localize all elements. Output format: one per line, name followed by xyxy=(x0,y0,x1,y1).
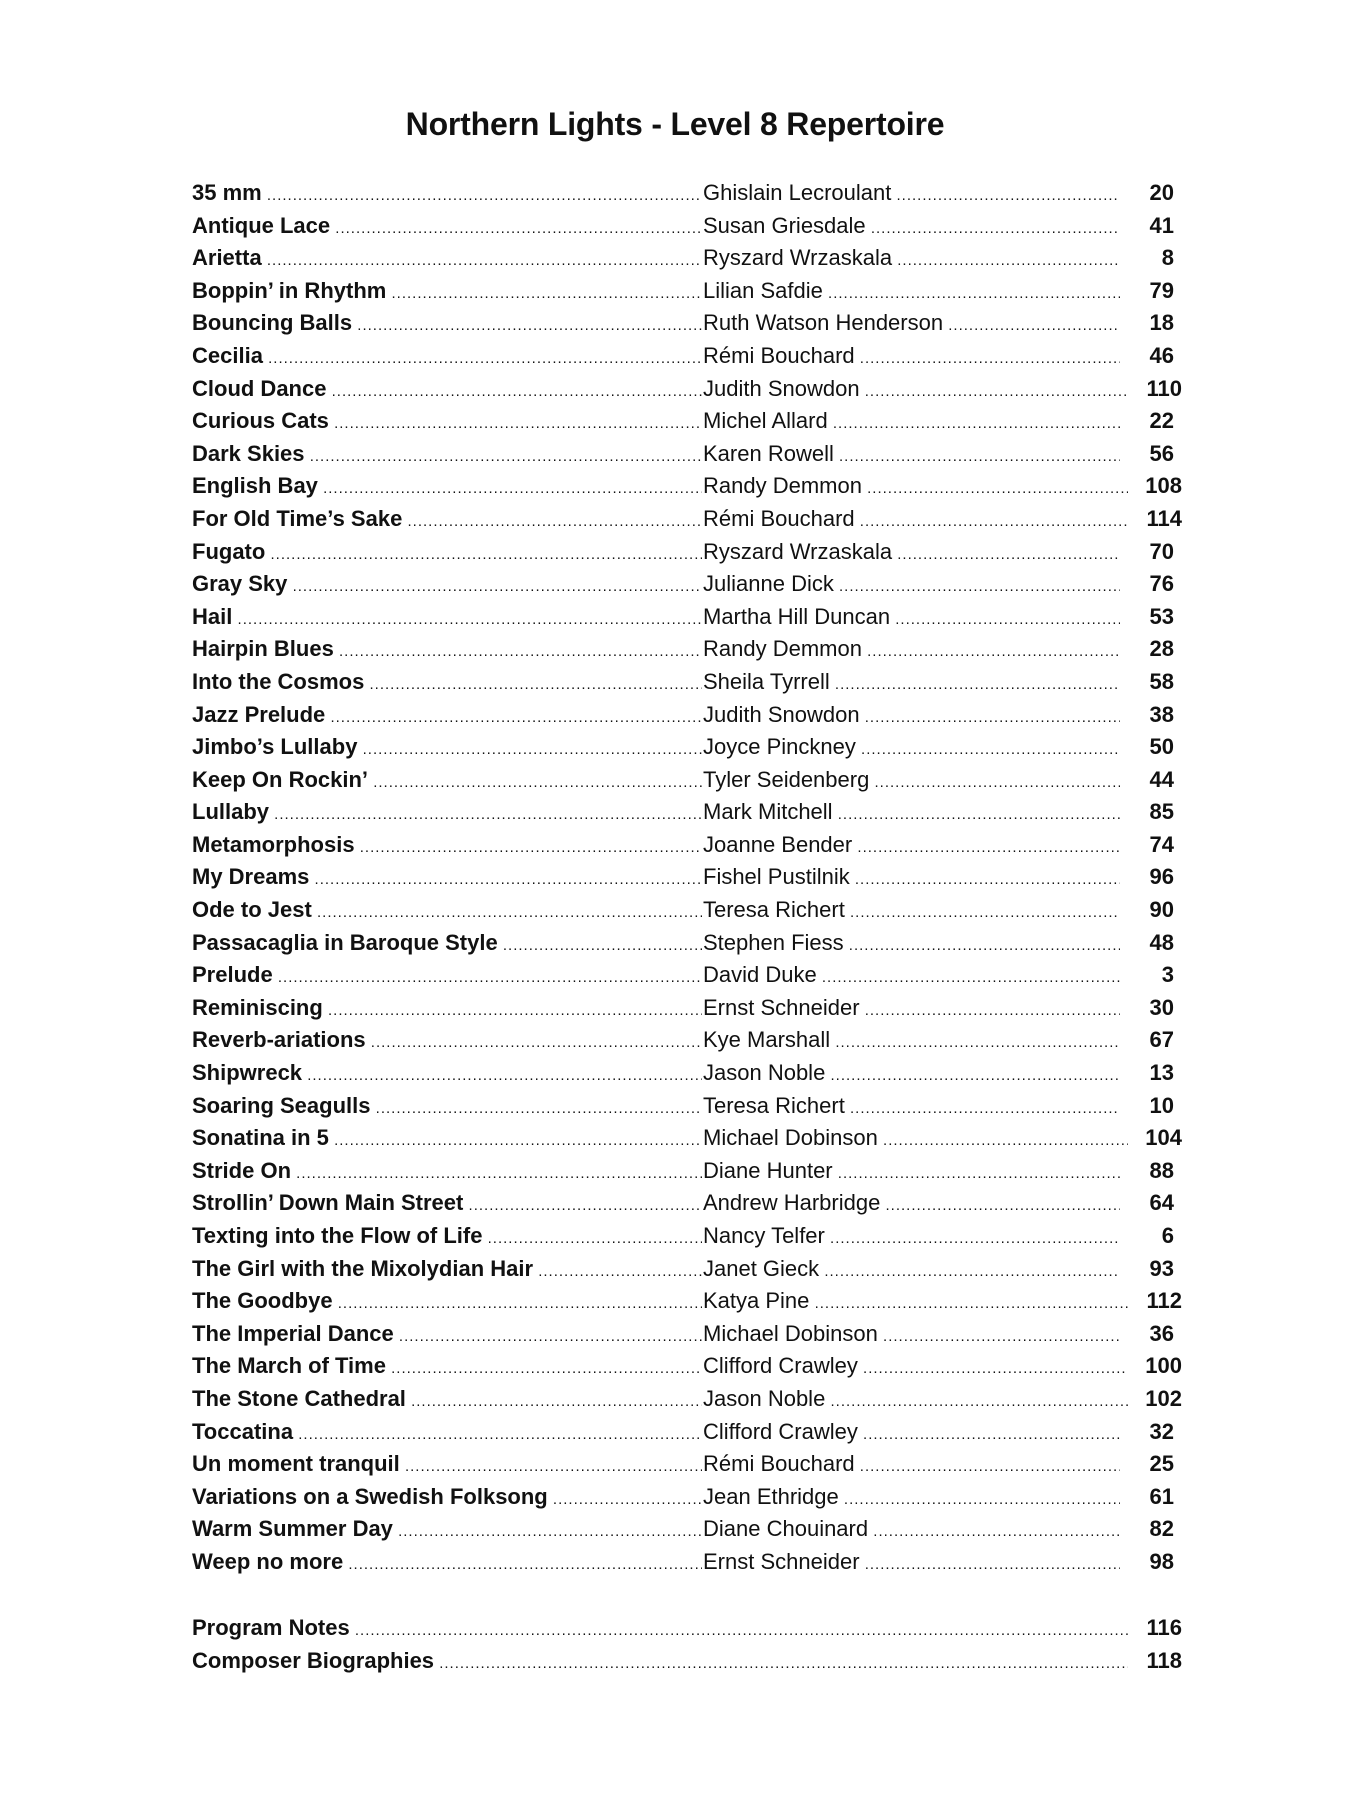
piece-title: Boppin’ in Rhythm ..... xyxy=(192,275,702,308)
page-number: 90 xyxy=(1120,894,1174,927)
piece-title: Un moment tranquil ..... xyxy=(192,1448,702,1481)
composer-name: Lilian Safdie ..... xyxy=(703,275,1128,308)
piece-title: Cecilia ..... xyxy=(192,340,702,373)
page-number: 76 xyxy=(1120,568,1174,601)
page-number: 116 xyxy=(1128,1612,1182,1645)
toc-entry xyxy=(192,1513,1182,1546)
piece-title: Shipwreck ..... xyxy=(192,1057,702,1090)
composer-name: Michael Dobinson ..... xyxy=(703,1122,1128,1155)
composer-name: Teresa Richert ..... xyxy=(703,894,1128,927)
toc-entry xyxy=(192,764,1182,797)
piece-title: Jimbo’s Lullaby ..... xyxy=(192,731,702,764)
toc-entry xyxy=(192,438,1182,471)
piece-title: Gray Sky ..... xyxy=(192,568,702,601)
piece-title: Stride On ..... xyxy=(192,1155,702,1188)
page-number: 74 xyxy=(1120,829,1174,862)
piece-title: Jazz Prelude ..... xyxy=(192,699,702,732)
piece-title: Lullaby ..... xyxy=(192,796,702,829)
piece-title: Keep On Rockin’ ..... xyxy=(192,764,702,797)
composer-name: Clifford Crawley ..... xyxy=(703,1416,1128,1449)
page-number: 114 xyxy=(1128,503,1182,536)
page-number: 32 xyxy=(1120,1416,1174,1449)
composer-name: Stephen Fiess ..... xyxy=(703,927,1128,960)
piece-title: Variations on a Swedish Folksong ..... xyxy=(192,1481,702,1514)
page-number: 28 xyxy=(1120,633,1174,666)
piece-title: Fugato ..... xyxy=(192,536,702,569)
piece-title: The Imperial Dance ..... xyxy=(192,1318,702,1351)
page-number: 48 xyxy=(1120,927,1174,960)
composer-name: Judith Snowdon ..... xyxy=(703,699,1128,732)
composer-name: David Duke ..... xyxy=(703,959,1128,992)
page-number: 30 xyxy=(1120,992,1174,1025)
toc-entry xyxy=(192,373,1182,406)
piece-title: Hail ..... xyxy=(192,601,702,634)
toc-entry xyxy=(192,633,1182,666)
piece-title: Dark Skies ..... xyxy=(192,438,702,471)
toc-entry xyxy=(192,829,1182,862)
toc-entry xyxy=(192,861,1182,894)
piece-title: Texting into the Flow of Life ..... xyxy=(192,1220,702,1253)
page-number: 22 xyxy=(1120,405,1174,438)
composer-name: Kye Marshall ..... xyxy=(703,1024,1128,1057)
toc-entry xyxy=(192,1220,1182,1253)
piece-title: Bouncing Balls ..... xyxy=(192,307,702,340)
repertoire-list xyxy=(192,177,1182,1579)
piece-title: The Stone Cathedral ..... xyxy=(192,1383,702,1416)
composer-name: Susan Griesdale ..... xyxy=(703,210,1128,243)
page-number: 20 xyxy=(1120,177,1174,210)
composer-name: Rémi Bouchard ..... xyxy=(703,503,1128,536)
page-number: 88 xyxy=(1120,1155,1174,1188)
page-number: 13 xyxy=(1120,1057,1174,1090)
back-matter-entry xyxy=(192,1645,1182,1678)
page-number: 61 xyxy=(1120,1481,1174,1514)
page-number: 56 xyxy=(1120,438,1174,471)
composer-name: Diane Hunter ..... xyxy=(703,1155,1128,1188)
page-number: 58 xyxy=(1120,666,1174,699)
composer-name: Joyce Pinckney ..... xyxy=(703,731,1128,764)
piece-title: The March of Time ..... xyxy=(192,1350,702,1383)
piece-title: The Girl with the Mixolydian Hair ..... xyxy=(192,1253,702,1286)
piece-title: Strollin’ Down Main Street ..... xyxy=(192,1187,702,1220)
page-number: 70 xyxy=(1120,536,1174,569)
toc-entry xyxy=(192,1253,1182,1286)
piece-title: Hairpin Blues ..... xyxy=(192,633,702,666)
piece-title: 35 mm ..... xyxy=(192,177,702,210)
piece-title: Arietta ..... xyxy=(192,242,702,275)
toc-entry xyxy=(192,210,1182,243)
page-number: 36 xyxy=(1120,1318,1174,1351)
page-number: 41 xyxy=(1120,210,1174,243)
piece-title: Weep no more ..... xyxy=(192,1546,702,1579)
toc-entry xyxy=(192,1448,1182,1481)
piece-title: Reverb-ariations ..... xyxy=(192,1024,702,1057)
toc-entry xyxy=(192,1090,1182,1123)
page-number: 110 xyxy=(1128,373,1182,406)
composer-name: Nancy Telfer ..... xyxy=(703,1220,1128,1253)
composer-name: Jean Ethridge ..... xyxy=(703,1481,1128,1514)
toc-entry xyxy=(192,796,1182,829)
composer-name: Sheila Tyrrell ..... xyxy=(703,666,1128,699)
page-number: 112 xyxy=(1128,1285,1182,1318)
composer-name: Katya Pine ..... xyxy=(703,1285,1128,1318)
page-number: 25 xyxy=(1120,1448,1174,1481)
composer-name: Teresa Richert ..... xyxy=(703,1090,1128,1123)
toc-entry xyxy=(192,1416,1182,1449)
toc-entry xyxy=(192,1481,1182,1514)
toc-entry xyxy=(192,1285,1182,1318)
piece-title: Into the Cosmos ..... xyxy=(192,666,702,699)
composer-name: Michael Dobinson ..... xyxy=(703,1318,1128,1351)
toc-entry xyxy=(192,1122,1182,1155)
composer-name: Andrew Harbridge ..... xyxy=(703,1187,1128,1220)
page-number: 10 xyxy=(1120,1090,1174,1123)
page-number: 96 xyxy=(1120,861,1174,894)
toc-entry xyxy=(192,470,1182,503)
composer-name: Rémi Bouchard ..... xyxy=(703,340,1128,373)
piece-title: Soaring Seagulls ..... xyxy=(192,1090,702,1123)
page-number: 104 xyxy=(1128,1122,1182,1155)
toc-entry xyxy=(192,1546,1182,1579)
composer-name: Jason Noble ..... xyxy=(703,1057,1128,1090)
toc-entry xyxy=(192,1024,1182,1057)
toc-entry xyxy=(192,177,1182,210)
section-title: Composer Biographies ..... xyxy=(192,1645,1128,1678)
piece-title: My Dreams ..... xyxy=(192,861,702,894)
piece-title: English Bay ..... xyxy=(192,470,702,503)
page-title: Northern Lights - Level 8 Repertoire xyxy=(405,106,945,142)
toc-entry xyxy=(192,503,1182,536)
toc-entry xyxy=(192,1350,1182,1383)
toc-entry xyxy=(192,1318,1182,1351)
toc-entry xyxy=(192,1057,1182,1090)
back-matter-entry xyxy=(192,1612,1182,1645)
page-number: 38 xyxy=(1120,699,1174,732)
toc-entry xyxy=(192,1187,1182,1220)
page-number: 44 xyxy=(1120,764,1174,797)
composer-name: Clifford Crawley ..... xyxy=(703,1350,1128,1383)
toc-entry xyxy=(192,1383,1182,1416)
page-number: 18 xyxy=(1120,307,1174,340)
composer-name: Janet Gieck ..... xyxy=(703,1253,1128,1286)
toc-entry xyxy=(192,894,1182,927)
composer-name: Joanne Bender ..... xyxy=(703,829,1128,862)
back-matter-list xyxy=(192,1612,1182,1677)
composer-name: Jason Noble ..... xyxy=(703,1383,1128,1416)
page-number: 118 xyxy=(1128,1645,1182,1678)
composer-name: Michel Allard ..... xyxy=(703,405,1128,438)
composer-name: Ryszard Wrzaskala ..... xyxy=(703,536,1128,569)
piece-title: Antique Lace ..... xyxy=(192,210,702,243)
toc-entry xyxy=(192,307,1182,340)
piece-title: Sonatina in 5 ..... xyxy=(192,1122,702,1155)
toc-entry xyxy=(192,405,1182,438)
toc-entry xyxy=(192,536,1182,569)
piece-title: The Goodbye ..... xyxy=(192,1285,702,1318)
page-number: 64 xyxy=(1120,1187,1174,1220)
composer-name: Julianne Dick ..... xyxy=(703,568,1128,601)
composer-name: Fishel Pustilnik ..... xyxy=(703,861,1128,894)
piece-title: Ode to Jest ..... xyxy=(192,894,702,927)
piece-title: Warm Summer Day ..... xyxy=(192,1513,702,1546)
page-number: 67 xyxy=(1120,1024,1174,1057)
page-number: 8 xyxy=(1120,242,1174,275)
page-number: 46 xyxy=(1120,340,1174,373)
page-number: 98 xyxy=(1120,1546,1174,1579)
composer-name: Rémi Bouchard ..... xyxy=(703,1448,1128,1481)
page-number: 3 xyxy=(1120,959,1174,992)
composer-name: Diane Chouinard ..... xyxy=(703,1513,1128,1546)
toc-entry xyxy=(192,731,1182,764)
page-number: 50 xyxy=(1120,731,1174,764)
piece-title: Toccatina ..... xyxy=(192,1416,702,1449)
page-number: 93 xyxy=(1120,1253,1174,1286)
page-number: 82 xyxy=(1120,1513,1174,1546)
piece-title: Metamorphosis ..... xyxy=(192,829,702,862)
page-number: 108 xyxy=(1128,470,1182,503)
composer-name: Tyler Seidenberg ..... xyxy=(703,764,1128,797)
page-number: 79 xyxy=(1120,275,1174,308)
composer-name: Ruth Watson Henderson ..... xyxy=(703,307,1128,340)
page-number: 100 xyxy=(1128,1350,1182,1383)
toc-entry xyxy=(192,601,1182,634)
composer-name: Ernst Schneider ..... xyxy=(703,1546,1128,1579)
toc-entry xyxy=(192,666,1182,699)
section-title: Program Notes ..... xyxy=(192,1612,1128,1645)
toc-entry xyxy=(192,242,1182,275)
toc-entry xyxy=(192,699,1182,732)
page-number: 85 xyxy=(1120,796,1174,829)
piece-title: Passacaglia in Baroque Style ..... xyxy=(192,927,702,960)
toc-entry xyxy=(192,1155,1182,1188)
piece-title: Prelude ..... xyxy=(192,959,702,992)
toc-entry xyxy=(192,340,1182,373)
toc-entry xyxy=(192,992,1182,1025)
piece-title: Cloud Dance ..... xyxy=(192,373,702,406)
piece-title: For Old Time’s Sake ..... xyxy=(192,503,702,536)
composer-name: Judith Snowdon ..... xyxy=(703,373,1128,406)
composer-name: Ernst Schneider ..... xyxy=(703,992,1128,1025)
page-number: 53 xyxy=(1120,601,1174,634)
composer-name: Martha Hill Duncan ..... xyxy=(703,601,1128,634)
toc-entry xyxy=(192,959,1182,992)
page-number: 102 xyxy=(1128,1383,1182,1416)
piece-title: Curious Cats ..... xyxy=(192,405,702,438)
piece-title: Reminiscing ..... xyxy=(192,992,702,1025)
composer-name: Mark Mitchell ..... xyxy=(703,796,1128,829)
page-number: 6 xyxy=(1120,1220,1174,1253)
composer-name: Randy Demmon ..... xyxy=(703,633,1128,666)
composer-name: Randy Demmon ..... xyxy=(703,470,1128,503)
toc-entry xyxy=(192,275,1182,308)
composer-name: Ryszard Wrzaskala ..... xyxy=(703,242,1128,275)
composer-name: Ghislain Lecroulant ..... xyxy=(703,177,1128,210)
toc-entry xyxy=(192,568,1182,601)
composer-name: Karen Rowell ..... xyxy=(703,438,1128,471)
toc-entry xyxy=(192,927,1182,960)
